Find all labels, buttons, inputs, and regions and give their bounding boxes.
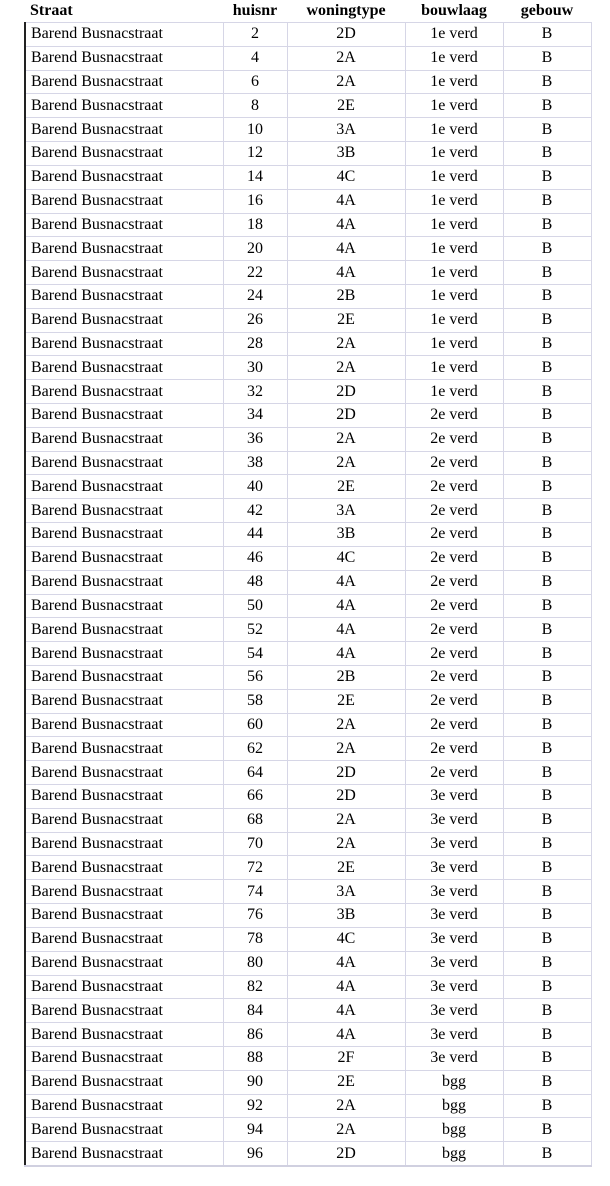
table-row — [25, 856, 591, 880]
cell-woningtype: 4A — [287, 642, 405, 666]
table-row — [25, 308, 591, 332]
cell-bouwlaag: 2e verd — [405, 404, 503, 428]
cell-huisnr: 80 — [223, 951, 287, 975]
cell-bouwlaag: 1e verd — [405, 165, 503, 189]
cell-gebouw: B — [503, 904, 591, 928]
cell-huisnr: 94 — [223, 1118, 287, 1142]
cell-woningtype: 3B — [287, 904, 405, 928]
dwelling-table — [24, 0, 592, 1167]
table-row — [25, 999, 591, 1023]
cell-huisnr: 14 — [223, 165, 287, 189]
cell-huisnr: 90 — [223, 1070, 287, 1094]
table-row — [25, 785, 591, 809]
cell-gebouw: B — [503, 665, 591, 689]
cell-straat: Barend Busnacstraat — [25, 308, 223, 332]
cell-straat: Barend Busnacstraat — [25, 832, 223, 856]
cell-huisnr: 92 — [223, 1094, 287, 1118]
cell-woningtype: 2E — [287, 94, 405, 118]
header-gebouw: gebouw — [503, 0, 591, 23]
cell-huisnr: 66 — [223, 785, 287, 809]
cell-huisnr: 70 — [223, 832, 287, 856]
table-row — [25, 523, 591, 547]
cell-straat: Barend Busnacstraat — [25, 713, 223, 737]
cell-gebouw: B — [503, 523, 591, 547]
cell-huisnr: 38 — [223, 451, 287, 475]
cell-woningtype: 2E — [287, 689, 405, 713]
cell-straat: Barend Busnacstraat — [25, 880, 223, 904]
cell-bouwlaag: 3e verd — [405, 880, 503, 904]
cell-straat: Barend Busnacstraat — [25, 856, 223, 880]
cell-gebouw: B — [503, 999, 591, 1023]
cell-huisnr: 12 — [223, 142, 287, 166]
cell-gebouw: B — [503, 332, 591, 356]
table-row — [25, 737, 591, 761]
cell-woningtype: 4C — [287, 927, 405, 951]
cell-bouwlaag: bgg — [405, 1070, 503, 1094]
cell-woningtype: 4A — [287, 999, 405, 1023]
cell-bouwlaag: 3e verd — [405, 999, 503, 1023]
table-row — [25, 642, 591, 666]
cell-straat: Barend Busnacstraat — [25, 261, 223, 285]
cell-huisnr: 30 — [223, 356, 287, 380]
cell-gebouw: B — [503, 546, 591, 570]
cell-woningtype: 4C — [287, 165, 405, 189]
cell-gebouw: B — [503, 618, 591, 642]
cell-straat: Barend Busnacstraat — [25, 23, 223, 47]
cell-woningtype: 2A — [287, 737, 405, 761]
cell-woningtype: 2E — [287, 475, 405, 499]
cell-woningtype: 3A — [287, 880, 405, 904]
table-row — [25, 499, 591, 523]
cell-woningtype: 2B — [287, 665, 405, 689]
cell-gebouw: B — [503, 380, 591, 404]
cell-woningtype: 2D — [287, 404, 405, 428]
cell-gebouw: B — [503, 308, 591, 332]
cell-huisnr: 22 — [223, 261, 287, 285]
cell-huisnr: 20 — [223, 237, 287, 261]
cell-straat: Barend Busnacstraat — [25, 689, 223, 713]
cell-gebouw: B — [503, 94, 591, 118]
cell-huisnr: 32 — [223, 380, 287, 404]
cell-huisnr: 42 — [223, 499, 287, 523]
table-row — [25, 761, 591, 785]
cell-straat: Barend Busnacstraat — [25, 904, 223, 928]
cell-huisnr: 96 — [223, 1142, 287, 1166]
cell-bouwlaag: 1e verd — [405, 189, 503, 213]
cell-straat: Barend Busnacstraat — [25, 999, 223, 1023]
cell-woningtype: 4A — [287, 261, 405, 285]
cell-huisnr: 84 — [223, 999, 287, 1023]
cell-gebouw: B — [503, 451, 591, 475]
cell-bouwlaag: 2e verd — [405, 713, 503, 737]
cell-bouwlaag: bgg — [405, 1094, 503, 1118]
cell-bouwlaag: 1e verd — [405, 261, 503, 285]
cell-bouwlaag: 2e verd — [405, 523, 503, 547]
cell-straat: Barend Busnacstraat — [25, 94, 223, 118]
cell-bouwlaag: 1e verd — [405, 380, 503, 404]
cell-woningtype: 2A — [287, 832, 405, 856]
cell-straat: Barend Busnacstraat — [25, 594, 223, 618]
table-row — [25, 284, 591, 308]
cell-bouwlaag: 2e verd — [405, 737, 503, 761]
cell-gebouw: B — [503, 951, 591, 975]
cell-gebouw: B — [503, 785, 591, 809]
cell-bouwlaag: 1e verd — [405, 70, 503, 94]
cell-gebouw: B — [503, 1142, 591, 1166]
cell-woningtype: 2A — [287, 70, 405, 94]
cell-woningtype: 2A — [287, 1094, 405, 1118]
cell-woningtype: 3A — [287, 118, 405, 142]
cell-gebouw: B — [503, 404, 591, 428]
header-straat: Straat — [25, 0, 223, 23]
cell-bouwlaag: 2e verd — [405, 427, 503, 451]
table-row — [25, 380, 591, 404]
cell-gebouw: B — [503, 927, 591, 951]
cell-straat: Barend Busnacstraat — [25, 951, 223, 975]
cell-gebouw: B — [503, 1023, 591, 1047]
cell-straat: Barend Busnacstraat — [25, 142, 223, 166]
cell-huisnr: 62 — [223, 737, 287, 761]
cell-woningtype: 2F — [287, 1046, 405, 1070]
cell-straat: Barend Busnacstraat — [25, 427, 223, 451]
table-row — [25, 808, 591, 832]
cell-straat: Barend Busnacstraat — [25, 808, 223, 832]
cell-woningtype: 2A — [287, 46, 405, 70]
cell-bouwlaag: bgg — [405, 1142, 503, 1166]
cell-huisnr: 54 — [223, 642, 287, 666]
cell-bouwlaag: 3e verd — [405, 1023, 503, 1047]
table-header — [25, 0, 591, 23]
cell-straat: Barend Busnacstraat — [25, 332, 223, 356]
cell-gebouw: B — [503, 475, 591, 499]
table-row — [25, 594, 591, 618]
cell-gebouw: B — [503, 499, 591, 523]
cell-woningtype: 2A — [287, 427, 405, 451]
cell-straat: Barend Busnacstraat — [25, 1142, 223, 1166]
cell-bouwlaag: 1e verd — [405, 332, 503, 356]
table-row — [25, 689, 591, 713]
cell-gebouw: B — [503, 118, 591, 142]
cell-huisnr: 48 — [223, 570, 287, 594]
cell-huisnr: 8 — [223, 94, 287, 118]
cell-gebouw: B — [503, 689, 591, 713]
cell-gebouw: B — [503, 213, 591, 237]
header-woningtype: woningtype — [287, 0, 405, 23]
cell-straat: Barend Busnacstraat — [25, 1094, 223, 1118]
cell-gebouw: B — [503, 356, 591, 380]
cell-bouwlaag: 3e verd — [405, 832, 503, 856]
table-row — [25, 570, 591, 594]
cell-huisnr: 44 — [223, 523, 287, 547]
cell-huisnr: 28 — [223, 332, 287, 356]
cell-straat: Barend Busnacstraat — [25, 475, 223, 499]
cell-straat: Barend Busnacstraat — [25, 118, 223, 142]
cell-woningtype: 2B — [287, 284, 405, 308]
cell-woningtype: 4A — [287, 1023, 405, 1047]
cell-gebouw: B — [503, 427, 591, 451]
table-row — [25, 713, 591, 737]
cell-bouwlaag: 1e verd — [405, 94, 503, 118]
cell-gebouw: B — [503, 1070, 591, 1094]
table-row — [25, 261, 591, 285]
cell-bouwlaag: 1e verd — [405, 284, 503, 308]
table-row — [25, 665, 591, 689]
cell-woningtype: 2E — [287, 1070, 405, 1094]
table-row — [25, 1023, 591, 1047]
cell-woningtype: 2D — [287, 380, 405, 404]
cell-bouwlaag: 3e verd — [405, 975, 503, 999]
cell-woningtype: 4A — [287, 975, 405, 999]
cell-woningtype: 4A — [287, 594, 405, 618]
cell-straat: Barend Busnacstraat — [25, 499, 223, 523]
cell-gebouw: B — [503, 594, 591, 618]
table-row — [25, 475, 591, 499]
cell-woningtype: 4A — [287, 570, 405, 594]
cell-straat: Barend Busnacstraat — [25, 356, 223, 380]
cell-gebouw: B — [503, 642, 591, 666]
cell-straat: Barend Busnacstraat — [25, 761, 223, 785]
cell-bouwlaag: 2e verd — [405, 570, 503, 594]
cell-bouwlaag: 1e verd — [405, 46, 503, 70]
cell-straat: Barend Busnacstraat — [25, 404, 223, 428]
table-row — [25, 189, 591, 213]
cell-gebouw: B — [503, 46, 591, 70]
cell-straat: Barend Busnacstraat — [25, 665, 223, 689]
cell-huisnr: 60 — [223, 713, 287, 737]
cell-huisnr: 68 — [223, 808, 287, 832]
cell-straat: Barend Busnacstraat — [25, 642, 223, 666]
cell-bouwlaag: 3e verd — [405, 951, 503, 975]
table-body — [25, 23, 591, 1167]
cell-gebouw: B — [503, 1118, 591, 1142]
cell-bouwlaag: 1e verd — [405, 237, 503, 261]
cell-bouwlaag: 3e verd — [405, 927, 503, 951]
table-row — [25, 451, 591, 475]
cell-woningtype: 2D — [287, 785, 405, 809]
cell-huisnr: 2 — [223, 23, 287, 47]
header-huisnr: huisnr — [223, 0, 287, 23]
cell-gebouw: B — [503, 165, 591, 189]
cell-woningtype: 2A — [287, 713, 405, 737]
table-row — [25, 618, 591, 642]
cell-woningtype: 4A — [287, 237, 405, 261]
cell-gebouw: B — [503, 713, 591, 737]
cell-gebouw: B — [503, 808, 591, 832]
cell-straat: Barend Busnacstraat — [25, 785, 223, 809]
cell-bouwlaag: 2e verd — [405, 499, 503, 523]
cell-huisnr: 72 — [223, 856, 287, 880]
table-row — [25, 904, 591, 928]
cell-gebouw: B — [503, 832, 591, 856]
cell-straat: Barend Busnacstraat — [25, 737, 223, 761]
cell-gebouw: B — [503, 1094, 591, 1118]
cell-gebouw: B — [503, 880, 591, 904]
table-row — [25, 213, 591, 237]
table-row — [25, 927, 591, 951]
cell-bouwlaag: 2e verd — [405, 689, 503, 713]
cell-gebouw: B — [503, 142, 591, 166]
table-row — [25, 356, 591, 380]
cell-bouwlaag: 2e verd — [405, 475, 503, 499]
cell-straat: Barend Busnacstraat — [25, 46, 223, 70]
cell-woningtype: 2A — [287, 451, 405, 475]
cell-bouwlaag: 1e verd — [405, 23, 503, 47]
cell-bouwlaag: 3e verd — [405, 1046, 503, 1070]
cell-straat: Barend Busnacstraat — [25, 237, 223, 261]
cell-bouwlaag: 1e verd — [405, 308, 503, 332]
cell-straat: Barend Busnacstraat — [25, 189, 223, 213]
cell-straat: Barend Busnacstraat — [25, 284, 223, 308]
table-row — [25, 427, 591, 451]
table-row — [25, 1046, 591, 1070]
cell-woningtype: 4A — [287, 213, 405, 237]
cell-straat: Barend Busnacstraat — [25, 927, 223, 951]
header-row — [25, 0, 591, 23]
cell-gebouw: B — [503, 23, 591, 47]
cell-straat: Barend Busnacstraat — [25, 618, 223, 642]
table-row — [25, 165, 591, 189]
cell-bouwlaag: 1e verd — [405, 142, 503, 166]
cell-huisnr: 58 — [223, 689, 287, 713]
table-row — [25, 46, 591, 70]
cell-bouwlaag: 2e verd — [405, 546, 503, 570]
cell-woningtype: 2E — [287, 308, 405, 332]
cell-gebouw: B — [503, 1046, 591, 1070]
cell-gebouw: B — [503, 261, 591, 285]
table-row — [25, 1070, 591, 1094]
table-row — [25, 951, 591, 975]
cell-huisnr: 88 — [223, 1046, 287, 1070]
cell-bouwlaag: 2e verd — [405, 618, 503, 642]
cell-gebouw: B — [503, 737, 591, 761]
cell-huisnr: 6 — [223, 70, 287, 94]
cell-huisnr: 46 — [223, 546, 287, 570]
table-row — [25, 546, 591, 570]
cell-straat: Barend Busnacstraat — [25, 975, 223, 999]
table-row — [25, 237, 591, 261]
cell-straat: Barend Busnacstraat — [25, 546, 223, 570]
cell-bouwlaag: 3e verd — [405, 856, 503, 880]
cell-gebouw: B — [503, 237, 591, 261]
cell-bouwlaag: bgg — [405, 1118, 503, 1142]
cell-woningtype: 2D — [287, 761, 405, 785]
cell-bouwlaag: 3e verd — [405, 785, 503, 809]
table-row — [25, 832, 591, 856]
cell-straat: Barend Busnacstraat — [25, 570, 223, 594]
cell-huisnr: 26 — [223, 308, 287, 332]
cell-gebouw: B — [503, 70, 591, 94]
cell-gebouw: B — [503, 975, 591, 999]
cell-bouwlaag: 3e verd — [405, 808, 503, 832]
cell-huisnr: 18 — [223, 213, 287, 237]
cell-bouwlaag: 1e verd — [405, 356, 503, 380]
cell-gebouw: B — [503, 761, 591, 785]
cell-woningtype: 2E — [287, 856, 405, 880]
cell-woningtype: 4A — [287, 951, 405, 975]
cell-huisnr: 56 — [223, 665, 287, 689]
cell-huisnr: 82 — [223, 975, 287, 999]
cell-bouwlaag: 2e verd — [405, 665, 503, 689]
table-row — [25, 94, 591, 118]
cell-straat: Barend Busnacstraat — [25, 70, 223, 94]
cell-woningtype: 4A — [287, 618, 405, 642]
cell-straat: Barend Busnacstraat — [25, 1118, 223, 1142]
table-row — [25, 975, 591, 999]
cell-woningtype: 3B — [287, 142, 405, 166]
table-row — [25, 70, 591, 94]
cell-woningtype: 2A — [287, 356, 405, 380]
table-row — [25, 118, 591, 142]
cell-huisnr: 52 — [223, 618, 287, 642]
table-row — [25, 1118, 591, 1142]
cell-huisnr: 40 — [223, 475, 287, 499]
cell-gebouw: B — [503, 570, 591, 594]
cell-huisnr: 36 — [223, 427, 287, 451]
table-row — [25, 880, 591, 904]
cell-straat: Barend Busnacstraat — [25, 1070, 223, 1094]
cell-woningtype: 4A — [287, 189, 405, 213]
dwelling-table-sheet — [24, 0, 590, 1167]
cell-woningtype: 2D — [287, 23, 405, 47]
cell-bouwlaag: 2e verd — [405, 451, 503, 475]
cell-huisnr: 50 — [223, 594, 287, 618]
header-bouwlaag: bouwlaag — [405, 0, 503, 23]
cell-bouwlaag: 3e verd — [405, 904, 503, 928]
cell-woningtype: 2A — [287, 808, 405, 832]
table-row — [25, 1142, 591, 1166]
table-row — [25, 404, 591, 428]
table-row — [25, 23, 591, 47]
cell-huisnr: 78 — [223, 927, 287, 951]
cell-bouwlaag: 2e verd — [405, 594, 503, 618]
cell-bouwlaag: 2e verd — [405, 642, 503, 666]
cell-gebouw: B — [503, 189, 591, 213]
cell-huisnr: 34 — [223, 404, 287, 428]
cell-huisnr: 74 — [223, 880, 287, 904]
cell-huisnr: 86 — [223, 1023, 287, 1047]
cell-straat: Barend Busnacstraat — [25, 165, 223, 189]
cell-woningtype: 3B — [287, 523, 405, 547]
cell-huisnr: 16 — [223, 189, 287, 213]
cell-huisnr: 24 — [223, 284, 287, 308]
cell-woningtype: 4C — [287, 546, 405, 570]
cell-straat: Barend Busnacstraat — [25, 1023, 223, 1047]
cell-gebouw: B — [503, 856, 591, 880]
cell-straat: Barend Busnacstraat — [25, 213, 223, 237]
cell-straat: Barend Busnacstraat — [25, 523, 223, 547]
cell-bouwlaag: 2e verd — [405, 761, 503, 785]
cell-huisnr: 76 — [223, 904, 287, 928]
cell-huisnr: 10 — [223, 118, 287, 142]
cell-bouwlaag: 1e verd — [405, 118, 503, 142]
table-row — [25, 142, 591, 166]
cell-woningtype: 2A — [287, 332, 405, 356]
table-row — [25, 1094, 591, 1118]
cell-huisnr: 64 — [223, 761, 287, 785]
cell-woningtype: 2D — [287, 1142, 405, 1166]
cell-huisnr: 4 — [223, 46, 287, 70]
cell-straat: Barend Busnacstraat — [25, 1046, 223, 1070]
cell-bouwlaag: 1e verd — [405, 213, 503, 237]
cell-straat: Barend Busnacstraat — [25, 380, 223, 404]
cell-straat: Barend Busnacstraat — [25, 451, 223, 475]
cell-gebouw: B — [503, 284, 591, 308]
table-row — [25, 332, 591, 356]
cell-woningtype: 2A — [287, 1118, 405, 1142]
cell-woningtype: 3A — [287, 499, 405, 523]
